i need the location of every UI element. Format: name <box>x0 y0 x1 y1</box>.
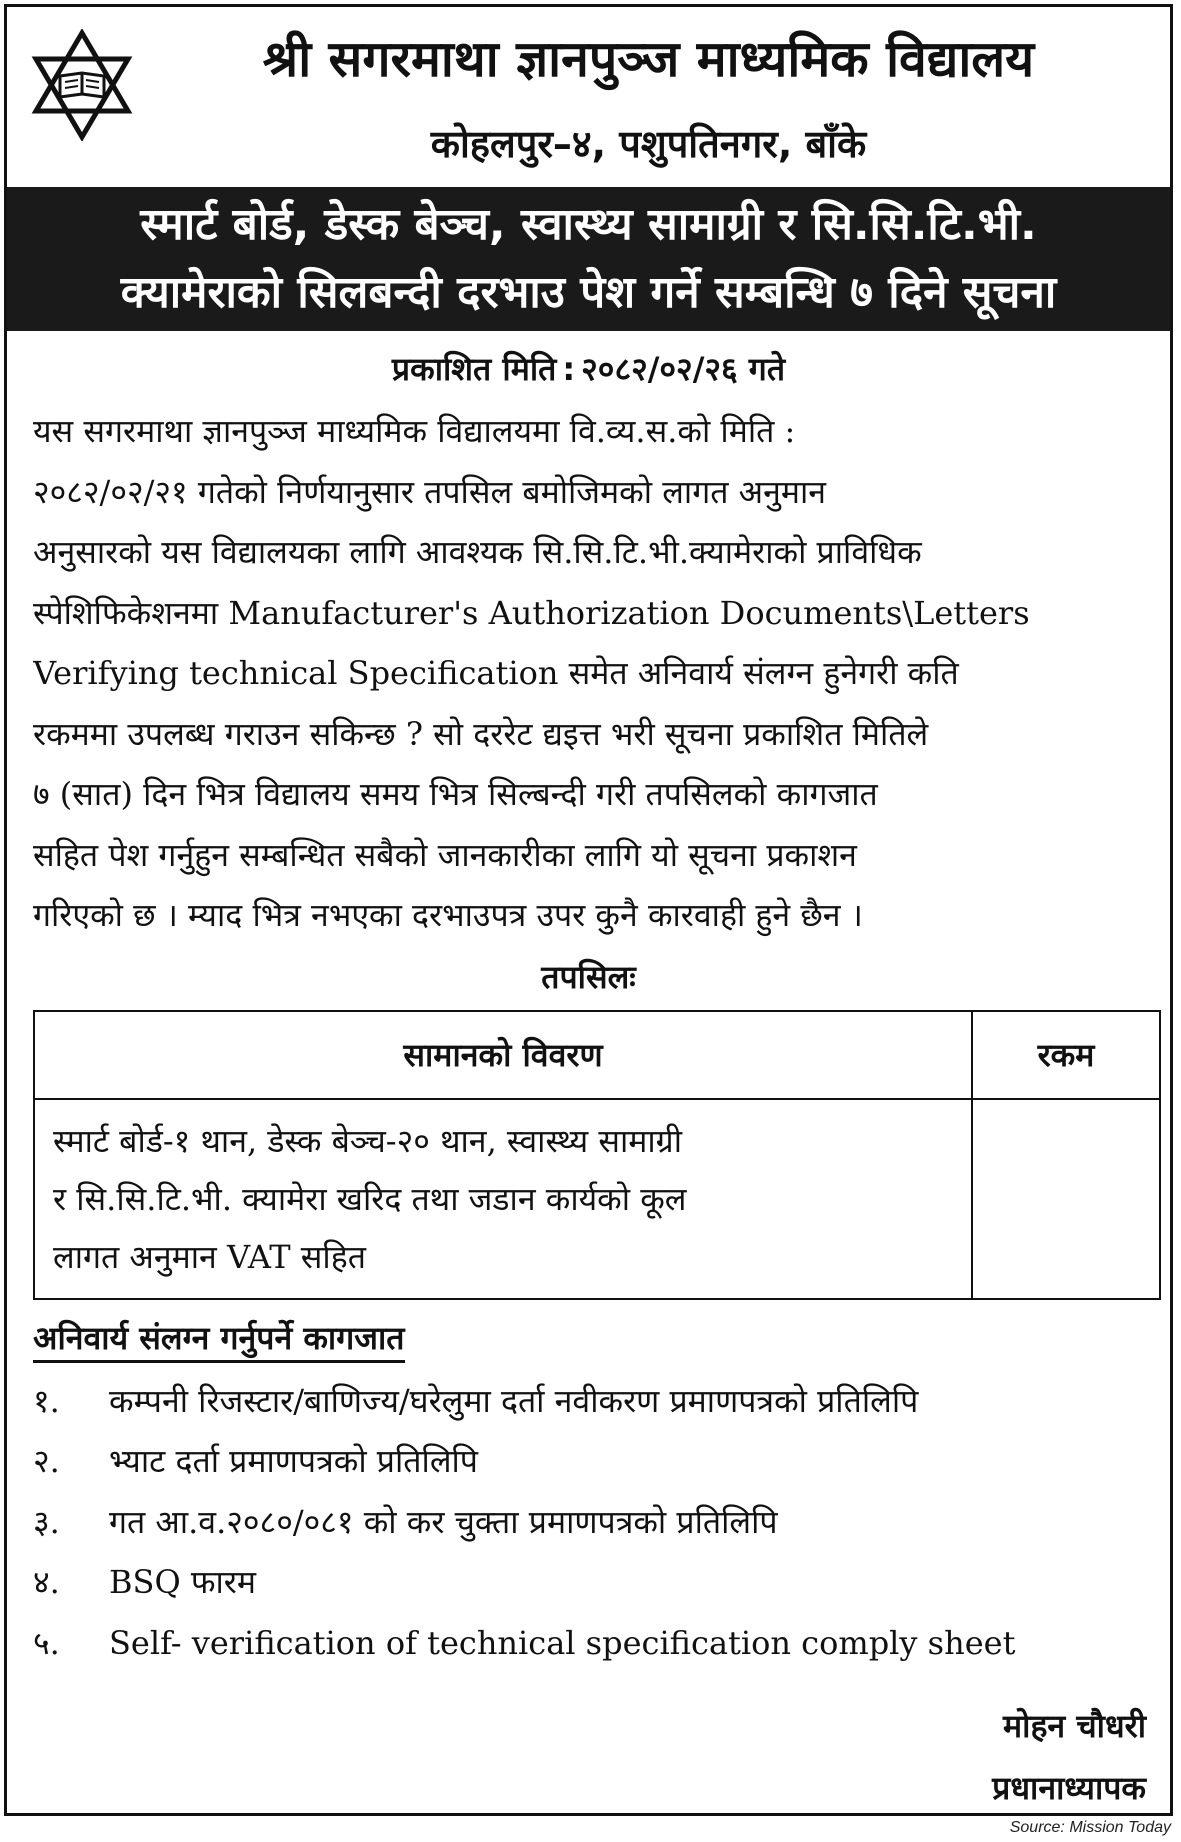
list-item-number: ३. <box>33 1502 60 1541</box>
list-item <box>33 1552 1144 1613</box>
schedule-title: तपसिलः <box>541 957 636 996</box>
paragraph-line: गरिएको छ । म्याद भित्र नभएका दरभाउपत्र उपर कुनै कारवाही हुने छैन । <box>33 896 863 934</box>
list-item <box>33 1492 1144 1553</box>
published-date-value: २०८२/०२/२६ गते <box>581 350 786 388</box>
column-header-amount: रकम <box>972 1011 1160 1099</box>
list-item <box>33 1431 1144 1492</box>
list-item <box>33 1613 1144 1674</box>
list-item-number: ५. <box>33 1623 60 1662</box>
paragraph-line: स्पेशिफिकेशनमा Manufacturer's Authorization Documents\Letters <box>33 593 1030 632</box>
list-item-text: BSQ फारम <box>109 1563 257 1601</box>
list-item-number: ४. <box>33 1563 60 1601</box>
item-description <box>34 1099 972 1299</box>
item-description-line: लागत अनुमान VAT सहित <box>53 1237 366 1276</box>
notice-paragraph <box>33 401 1144 946</box>
required-documents-list <box>33 1371 1144 1674</box>
school-address: कोहलपुर–४, पशुपतिनगर, बाँके <box>430 122 867 166</box>
table-header-row <box>34 1011 1160 1099</box>
notice-body <box>33 347 1144 1673</box>
paragraph-line: अनुसारको यस विद्यालयका लागि आवश्यक सि.सि.टि.भी.क्यामेराको प्राविधिक <box>33 533 922 571</box>
list-item-number: २. <box>33 1442 60 1480</box>
column-header-description: सामानको विवरण <box>34 1011 972 1099</box>
paragraph-line: २०८२/०२/२१ गतेको निर्णयानुसार तपसिल बमोजिमको लागत अनुमान <box>33 472 827 511</box>
paragraph-line: यस सगरमाथा ज्ञानपुञ्ज माध्यमिक विद्यालयमा वि.व्य.स.को मिति : <box>33 412 796 450</box>
list-item-text: कम्पनी रिजस्टार/बाणिज्य/घरेलुमा दर्ता नवीकरण प्रमाणपत्रको प्रतिलिपि <box>109 1381 919 1420</box>
paragraph-line: Verifying technical Specification समेत अनिवार्य संलग्न हुनेगरी कति <box>33 654 959 692</box>
notice-header <box>7 7 1170 187</box>
published-date: प्रकाशित मिति : २०८२/०२/२६ गते <box>391 350 786 388</box>
list-item-text: Self- verification of technical specification comply sheet <box>109 1623 1016 1662</box>
star-book-emblem-icon <box>27 29 137 141</box>
signatory-title: प्रधानाध्यापक <box>992 1769 1146 1807</box>
item-description-line: स्मार्ट बोर्ड-१ थान, डेस्क बेञ्च-२० थान, स्वास्थ्य सामाग्री <box>53 1121 683 1160</box>
table-row <box>34 1099 1160 1299</box>
schedule-table <box>33 1010 1161 1300</box>
list-item-text: गत आ.व.२०८०/०८१ को कर चुक्ता प्रमाणपत्रको प्रतिलिपि <box>109 1502 778 1541</box>
list-item <box>33 1371 1144 1432</box>
source-credit: Source: Mission Today <box>1009 1819 1171 1836</box>
banner-line-1: स्मार्ट बोर्ड, डेस्क बेञ्च, स्वास्थ्य सामाग्री र सि.सि.टि.भी. <box>140 199 1037 250</box>
list-item-text: भ्याट दर्ता प्रमाणपत्रको प्रतिलिपि <box>109 1442 478 1480</box>
list-item-number: १. <box>33 1381 60 1420</box>
item-amount <box>972 1099 1160 1299</box>
paragraph-line: ७ (सात) दिन भित्र विद्यालय समय भित्र सिल्बन्दी गरी तपसिलको कागजात <box>33 775 878 813</box>
published-date-label: प्रकाशित मिति <box>391 350 557 388</box>
banner-line-2: क्यामेराको सिलबन्दी दरभाउ पेश गर्ने सम्बन्धि ७ दिने सूचना <box>120 267 1057 318</box>
notice-title-banner <box>7 187 1170 331</box>
signatory-name: मोहन चौधरी <box>1003 1707 1146 1745</box>
paragraph-line: सहित पेश गर्नुहुन सम्बन्धित सबैको जानकारीका लागि यो सूचना प्रकाशन <box>33 835 857 874</box>
school-name: श्री सगरमाथा ज्ञानपुञ्ज माध्यमिक विद्यालय <box>262 30 1035 88</box>
required-documents-title: अनिवार्य संलग्न गर्नुपर्ने कागजात <box>33 1316 405 1363</box>
notice-frame <box>4 4 1173 1816</box>
item-description-line: र सि.सि.टि.भी. क्यामेरा खरिद तथा जडान कार्यको कूल <box>53 1179 687 1218</box>
paragraph-line: रकममा उपलब्ध गराउन सकिन्छ ? सो दररेट द्यइत्त भरी सूचना प्रकाशित मितिले <box>33 714 929 753</box>
signature-block <box>992 1695 1146 1816</box>
